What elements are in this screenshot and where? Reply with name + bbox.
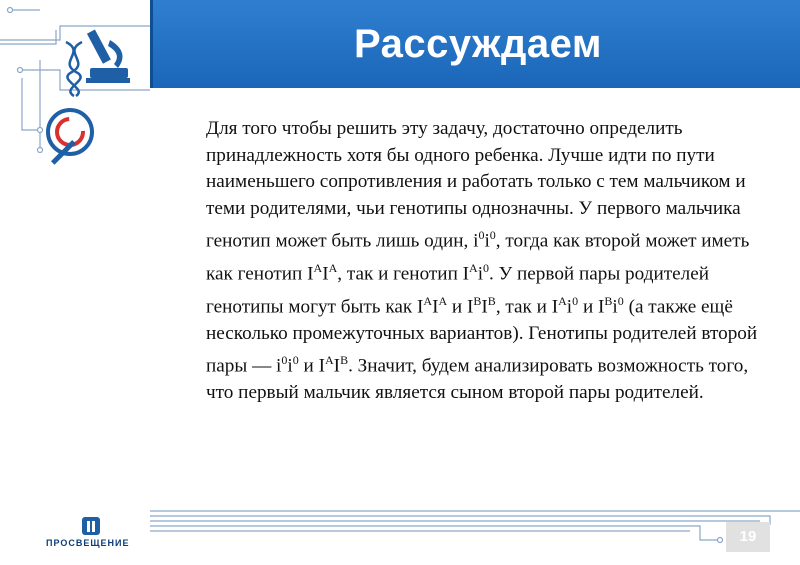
text-run: , так и I [495,296,559,318]
microscope-icon [86,30,130,83]
superscript: B [473,293,482,308]
header-banner [150,0,800,88]
text-run: i [612,296,618,318]
superscript: A [438,293,448,308]
page-title: Рассуждаем [354,22,602,66]
publisher-name: ПРОСВЕЩЕНИЕ [46,538,130,548]
text-run: и I [298,355,325,377]
text-run: I [481,296,488,318]
text-run: (а также ещё несколько промежуточных вариантов). Генотипы родителей второй пары — i [206,296,758,377]
text-run: . У первой пары родителей генотипы могут быть как I [206,263,709,318]
superscript: B [487,293,496,308]
page-number: 19 [726,522,770,552]
superscript: B [340,353,349,368]
text-run: . Значит, будем анализировать возможность того, что первый мальчик является сыном второй пары родителей. [206,355,749,404]
text-run: Для того чтобы решить эту задачу, достаточно определить принадлежность хотя бы одного ребенка. Лучше идти по пути наименьшего сопротивления и работать только с тем мальчиком и теми родителями, чьи генотипы однозначны. У первого мальчика генотип может быть лишь один, i [206,118,746,252]
superscript: A [558,293,567,308]
superscript: A [423,293,433,308]
superscript: A [328,260,338,275]
publisher-logo-icon [82,517,100,535]
superscript: 0 [483,260,490,275]
text-run: i [287,355,293,377]
text-run: i [484,230,490,252]
superscript: 0 [478,228,485,242]
text-run: , тогда как второй может иметь как генотип I [206,230,750,285]
text-run: и I [447,296,474,318]
dna-icon [66,42,82,96]
superscript: 0 [281,353,288,368]
text-run: I [322,263,329,285]
text-run: и I [578,296,605,318]
copyright-logo-icon [48,110,92,165]
text-run: , так и генотип I [337,263,470,285]
superscript: A [469,260,478,275]
superscript: 0 [617,293,624,308]
superscript: 0 [292,353,299,368]
superscript: 0 [572,293,579,308]
body-paragraph [206,116,766,407]
text-run: i [477,263,484,285]
superscript: 0 [489,228,496,242]
superscript: A [325,353,334,368]
superscript: B [604,293,613,308]
text-run: i [566,296,573,318]
text-run: I [432,296,439,318]
paragraph-text [206,116,766,407]
superscript: A [313,260,323,275]
text-run: I [333,355,341,377]
